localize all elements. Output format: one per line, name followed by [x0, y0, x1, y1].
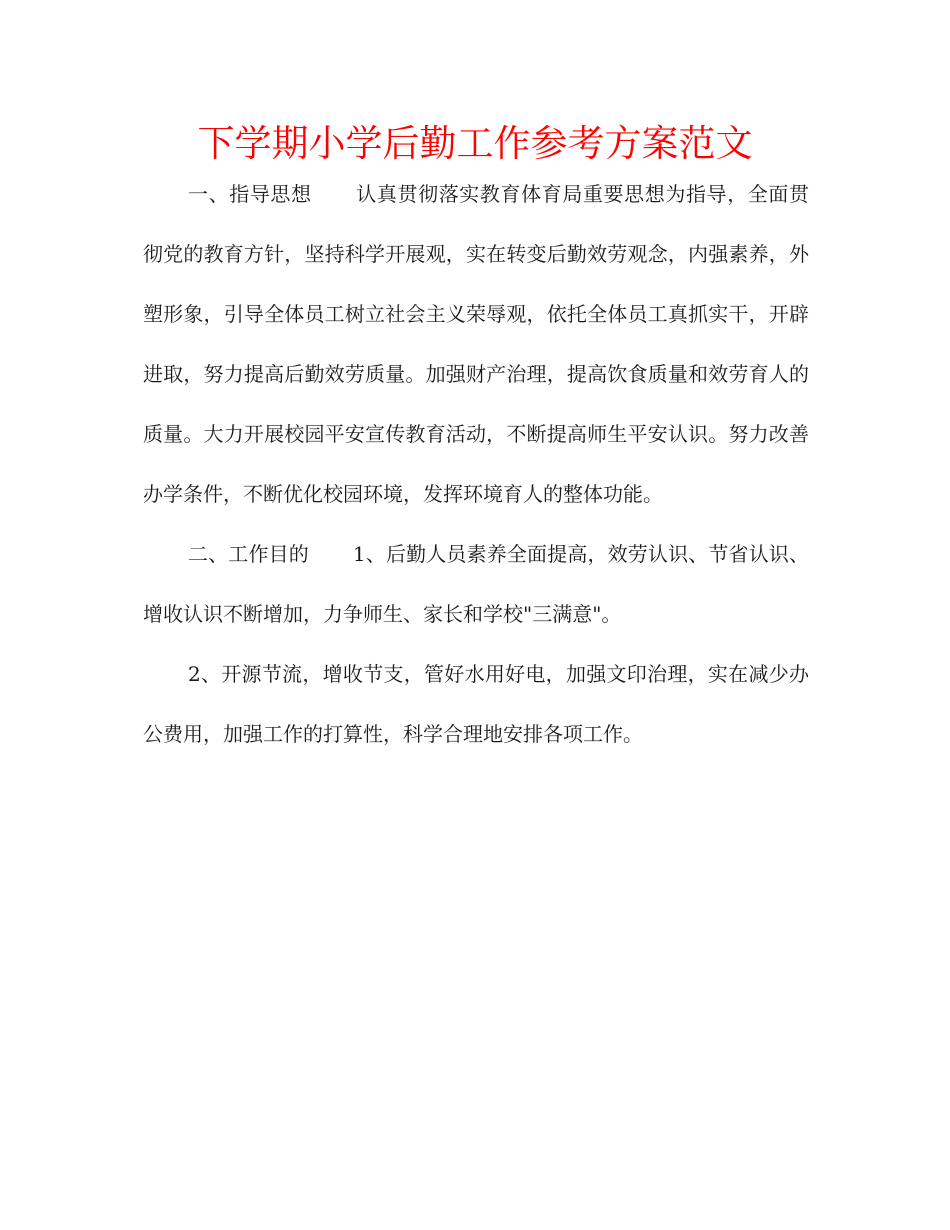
section-text: 2、开源节流，增收节支，管好水用好电，加强文印治理，实在减少办公费用，加强工作的打算性，科学合理地安排各项工作。: [143, 662, 809, 746]
goal-item-2: [143, 644, 809, 764]
section-heading: 二、工作目的: [188, 542, 309, 566]
section-text: 1、后勤人员素养全面提高，效劳认识、节省认识、增收认识不断增加，力争师生、家长和学校"三满意"。: [143, 542, 809, 626]
section-work-goals: [143, 524, 809, 644]
section-text: 认真贯彻落实教育体育局重要思想为指导，全面贯彻党的教育方针，坚持科学开展观，实在转变后勤效劳观念，内强素养，外塑形象，引导全体员工树立社会主义荣辱观，依托全体员工真抓实干，开辟进取，努力提高后勤效劳质量。加强财产治理，提高饮食质量和效劳育人的质量。大力开展校园平安宣传教育活动，不断提高师生平安认识。努力改善办学条件，不断优化校园环境，发挥环境育人的整体功能。: [143, 182, 810, 506]
section-guiding-ideology: [143, 164, 809, 524]
document-title: 下学期小学后勤工作参考方案范文: [197, 122, 753, 165]
document-body: [143, 164, 809, 764]
section-heading: 一、指导思想: [188, 182, 312, 206]
